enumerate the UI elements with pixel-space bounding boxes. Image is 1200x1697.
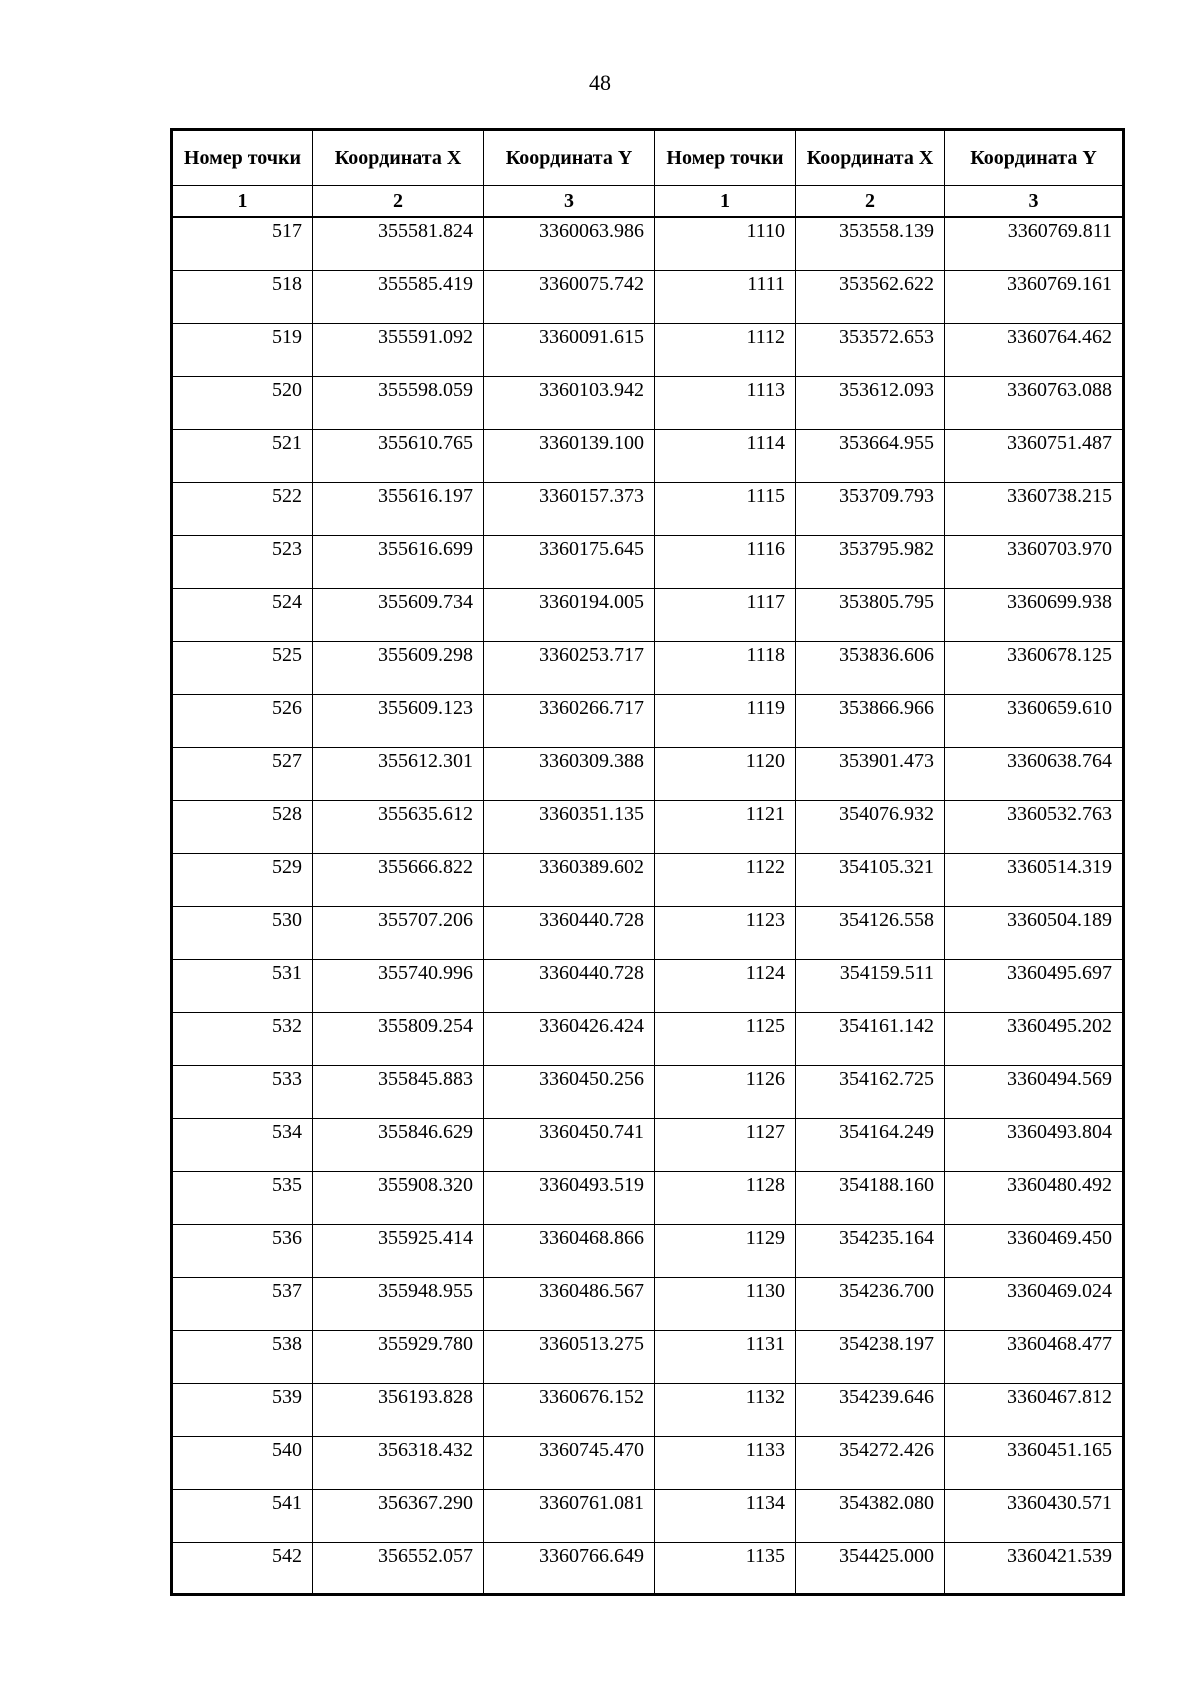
table-row (172, 589, 1124, 642)
column-number: 1 (655, 186, 796, 218)
table-cell: 355616.197 (313, 483, 484, 536)
table-cell: 355925.414 (313, 1225, 484, 1278)
table-cell: 1115 (655, 483, 796, 536)
table-cell: 3360532.763 (945, 801, 1124, 854)
table-row (172, 960, 1124, 1013)
table-cell: 1135 (655, 1543, 796, 1595)
column-number: 3 (945, 186, 1124, 218)
header-row (172, 130, 1124, 186)
table-cell: 3360678.125 (945, 642, 1124, 695)
table-cell: 354382.080 (796, 1490, 945, 1543)
table-row (172, 1225, 1124, 1278)
table-cell: 356318.432 (313, 1437, 484, 1490)
table-row (172, 324, 1124, 377)
table-cell: 528 (172, 801, 313, 854)
table-cell: 355585.419 (313, 271, 484, 324)
table-cell: 354239.646 (796, 1384, 945, 1437)
table-cell: 3360091.615 (484, 324, 655, 377)
table-cell: 532 (172, 1013, 313, 1066)
table-cell: 355635.612 (313, 801, 484, 854)
table-cell: 355809.254 (313, 1013, 484, 1066)
table-cell: 1121 (655, 801, 796, 854)
table-cell: 3360351.135 (484, 801, 655, 854)
table-cell: 355598.059 (313, 377, 484, 430)
table-row (172, 430, 1124, 483)
table-cell: 3360761.081 (484, 1490, 655, 1543)
table-cell: 3360430.571 (945, 1490, 1124, 1543)
table-cell: 3360738.215 (945, 483, 1124, 536)
table-row (172, 1437, 1124, 1490)
table-cell: 1133 (655, 1437, 796, 1490)
table-row (172, 907, 1124, 960)
table-cell: 354238.197 (796, 1331, 945, 1384)
table-cell: 3360063.986 (484, 217, 655, 271)
table-cell: 1130 (655, 1278, 796, 1331)
table-cell: 3360450.256 (484, 1066, 655, 1119)
table-cell: 526 (172, 695, 313, 748)
table-cell: 355609.734 (313, 589, 484, 642)
table-cell: 354164.249 (796, 1119, 945, 1172)
table-row (172, 801, 1124, 854)
coordinates-table (170, 128, 1125, 1596)
table-row (172, 483, 1124, 536)
table-cell: 3360504.189 (945, 907, 1124, 960)
table-cell: 3360468.866 (484, 1225, 655, 1278)
table-cell: 1134 (655, 1490, 796, 1543)
table-cell: 1126 (655, 1066, 796, 1119)
table-cell: 3360075.742 (484, 271, 655, 324)
table-cell: 3360769.161 (945, 271, 1124, 324)
table-cell: 1118 (655, 642, 796, 695)
table-cell: 354425.000 (796, 1543, 945, 1595)
column-header: Координата Y (945, 130, 1124, 186)
table-cell: 3360440.728 (484, 907, 655, 960)
table-cell: 353901.473 (796, 748, 945, 801)
table-row (172, 1543, 1124, 1595)
table-cell: 542 (172, 1543, 313, 1595)
table-cell: 3360440.728 (484, 960, 655, 1013)
table-cell: 1111 (655, 271, 796, 324)
table-cell: 355707.206 (313, 907, 484, 960)
column-number: 2 (796, 186, 945, 218)
table-cell: 537 (172, 1278, 313, 1331)
table-cell: 1127 (655, 1119, 796, 1172)
table-cell: 531 (172, 960, 313, 1013)
table-row (172, 1384, 1124, 1437)
table-cell: 356367.290 (313, 1490, 484, 1543)
table-cell: 3360495.202 (945, 1013, 1124, 1066)
table-cell: 3360309.388 (484, 748, 655, 801)
column-header: Координата X (796, 130, 945, 186)
table-cell: 3360103.942 (484, 377, 655, 430)
table-cell: 355609.123 (313, 695, 484, 748)
table-cell: 527 (172, 748, 313, 801)
table-cell: 355740.996 (313, 960, 484, 1013)
table-cell: 3360469.024 (945, 1278, 1124, 1331)
table-cell: 354272.426 (796, 1437, 945, 1490)
table-cell: 355846.629 (313, 1119, 484, 1172)
table-row (172, 1278, 1124, 1331)
table-cell: 1120 (655, 748, 796, 801)
page-number: 48 (589, 70, 611, 95)
table-row (172, 642, 1124, 695)
table-cell: 354105.321 (796, 854, 945, 907)
table-cell: 536 (172, 1225, 313, 1278)
table-cell: 356193.828 (313, 1384, 484, 1437)
table-cell: 355845.883 (313, 1066, 484, 1119)
table-cell: 538 (172, 1331, 313, 1384)
table-cell: 1110 (655, 217, 796, 271)
table-cell: 3360751.487 (945, 430, 1124, 483)
table-cell: 353866.966 (796, 695, 945, 748)
table-cell: 3360421.539 (945, 1543, 1124, 1595)
table-cell: 3360659.610 (945, 695, 1124, 748)
table-cell: 525 (172, 642, 313, 695)
table-cell: 1116 (655, 536, 796, 589)
table-cell: 355610.765 (313, 430, 484, 483)
table-cell: 3360494.569 (945, 1066, 1124, 1119)
table-cell: 356552.057 (313, 1543, 484, 1595)
table-cell: 354188.160 (796, 1172, 945, 1225)
table-cell: 354162.725 (796, 1066, 945, 1119)
table-cell: 1117 (655, 589, 796, 642)
table-cell: 3360703.970 (945, 536, 1124, 589)
table-cell: 355581.824 (313, 217, 484, 271)
table-row (172, 695, 1124, 748)
table-cell: 520 (172, 377, 313, 430)
table-cell: 3360513.275 (484, 1331, 655, 1384)
table-cell: 353612.093 (796, 377, 945, 430)
table-cell: 3360764.462 (945, 324, 1124, 377)
table-cell: 1123 (655, 907, 796, 960)
table-cell: 353562.622 (796, 271, 945, 324)
table-cell: 529 (172, 854, 313, 907)
table-cell: 517 (172, 217, 313, 271)
table-cell: 355929.780 (313, 1331, 484, 1384)
table-cell: 3360769.811 (945, 217, 1124, 271)
table-row (172, 377, 1124, 430)
table-cell: 355908.320 (313, 1172, 484, 1225)
table-cell: 3360480.492 (945, 1172, 1124, 1225)
table-cell: 354236.700 (796, 1278, 945, 1331)
table-cell: 539 (172, 1384, 313, 1437)
table-cell: 3360745.470 (484, 1437, 655, 1490)
column-header: Номер точки (655, 130, 796, 186)
table-cell: 354126.558 (796, 907, 945, 960)
column-number: 3 (484, 186, 655, 218)
table-cell: 534 (172, 1119, 313, 1172)
table-cell: 353795.982 (796, 536, 945, 589)
table-row (172, 1013, 1124, 1066)
table-cell: 3360266.717 (484, 695, 655, 748)
table-cell: 353558.139 (796, 217, 945, 271)
column-header: Номер точки (172, 130, 313, 186)
table-cell: 541 (172, 1490, 313, 1543)
table-cell: 353709.793 (796, 483, 945, 536)
table-cell: 1122 (655, 854, 796, 907)
table-cell: 530 (172, 907, 313, 960)
table-cell: 355612.301 (313, 748, 484, 801)
table-cell: 355591.092 (313, 324, 484, 377)
table-cell: 3360699.938 (945, 589, 1124, 642)
table-cell: 3360469.450 (945, 1225, 1124, 1278)
table-cell: 519 (172, 324, 313, 377)
table-cell: 1132 (655, 1384, 796, 1437)
column-number: 2 (313, 186, 484, 218)
table-cell: 521 (172, 430, 313, 483)
table-cell: 3360175.645 (484, 536, 655, 589)
table-cell: 3360139.100 (484, 430, 655, 483)
table-cell: 3360389.602 (484, 854, 655, 907)
table-cell: 3360493.519 (484, 1172, 655, 1225)
table-cell: 1112 (655, 324, 796, 377)
table-cell: 1129 (655, 1225, 796, 1278)
table-cell: 353805.795 (796, 589, 945, 642)
table-cell: 353836.606 (796, 642, 945, 695)
table-cell: 3360514.319 (945, 854, 1124, 907)
table-cell: 3360493.804 (945, 1119, 1124, 1172)
table-cell: 1124 (655, 960, 796, 1013)
table-cell: 535 (172, 1172, 313, 1225)
table-cell: 3360486.567 (484, 1278, 655, 1331)
table-cell: 3360157.373 (484, 483, 655, 536)
table-cell: 353572.653 (796, 324, 945, 377)
table-cell: 522 (172, 483, 313, 536)
table-cell: 354235.164 (796, 1225, 945, 1278)
table-cell: 3360766.649 (484, 1543, 655, 1595)
table-cell: 1128 (655, 1172, 796, 1225)
table-cell: 3360426.424 (484, 1013, 655, 1066)
table-cell: 3360450.741 (484, 1119, 655, 1172)
table-cell: 3360467.812 (945, 1384, 1124, 1437)
table-cell: 533 (172, 1066, 313, 1119)
table-cell: 1131 (655, 1331, 796, 1384)
table-cell: 1119 (655, 695, 796, 748)
table-row (172, 1066, 1124, 1119)
table-cell: 3360194.005 (484, 589, 655, 642)
table-cell: 355609.298 (313, 642, 484, 695)
table-cell: 3360451.165 (945, 1437, 1124, 1490)
table-cell: 354161.142 (796, 1013, 945, 1066)
table-cell: 1113 (655, 377, 796, 430)
table-cell: 523 (172, 536, 313, 589)
table-cell: 1125 (655, 1013, 796, 1066)
table-cell: 354076.932 (796, 801, 945, 854)
table-cell: 355948.955 (313, 1278, 484, 1331)
table-cell: 354159.511 (796, 960, 945, 1013)
column-header: Координата Y (484, 130, 655, 186)
table-cell: 3360253.717 (484, 642, 655, 695)
table-cell: 3360495.697 (945, 960, 1124, 1013)
column-header: Координата X (313, 130, 484, 186)
table-cell: 524 (172, 589, 313, 642)
table-row (172, 271, 1124, 324)
table-row (172, 217, 1124, 271)
table-cell: 355616.699 (313, 536, 484, 589)
table-row (172, 536, 1124, 589)
table-row (172, 1119, 1124, 1172)
table-cell: 3360763.088 (945, 377, 1124, 430)
table-row (172, 748, 1124, 801)
table-cell: 355666.822 (313, 854, 484, 907)
table-body (172, 217, 1124, 1595)
column-number-row (172, 186, 1124, 218)
table-row (172, 1172, 1124, 1225)
table-cell: 3360468.477 (945, 1331, 1124, 1384)
table-row (172, 1331, 1124, 1384)
table-cell: 353664.955 (796, 430, 945, 483)
table-cell: 518 (172, 271, 313, 324)
column-number: 1 (172, 186, 313, 218)
table-cell: 1114 (655, 430, 796, 483)
table-cell: 3360638.764 (945, 748, 1124, 801)
table-cell: 3360676.152 (484, 1384, 655, 1437)
table-row (172, 854, 1124, 907)
table-cell: 540 (172, 1437, 313, 1490)
table-row (172, 1490, 1124, 1543)
